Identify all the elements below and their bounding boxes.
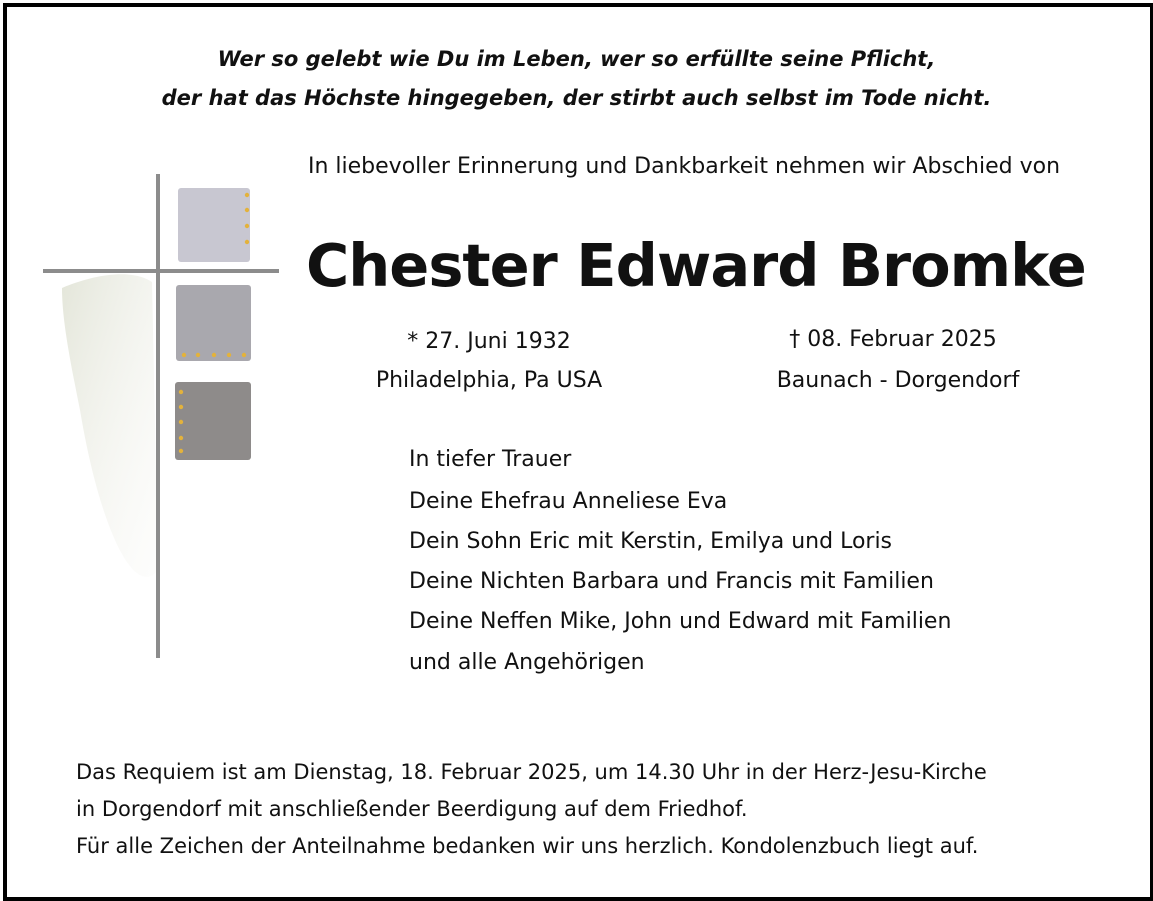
mourner-line: und alle Angehörigen [409, 650, 645, 675]
mourner-line: Deine Neffen Mike, John und Edward mit Familien [409, 609, 952, 634]
mourners-heading: In tiefer Trauer [409, 447, 572, 472]
footer-line-2: in Dorgendorf mit anschließender Beerdigung auf dem Friedhof. [76, 797, 748, 821]
footer-line-1: Das Requiem ist am Dienstag, 18. Februar 2025, um 14.30 Uhr in der Herz-Jesu-Kirche [76, 760, 987, 784]
death-date: † 08. Februar 2025 [789, 327, 997, 352]
birth-place: Philadelphia, Pa USA [375, 368, 603, 393]
footer-line-3: Für alle Zeichen der Anteilnahme bedanken wir uns herzlich. Kondolenzbuch liegt auf. [76, 834, 979, 858]
intro-text: In liebevoller Erinnerung und Dankbarkeit nehmen wir Abschied von [308, 154, 1061, 179]
deceased-name: Chester Edward Bromke [306, 231, 1086, 300]
mourner-line: Dein Sohn Eric mit Kerstin, Emilya und Loris [409, 529, 893, 554]
mourner-line: Deine Nichten Barbara und Francis mit Familien [409, 569, 934, 594]
death-place: Baunach - Dorgendorf [776, 368, 1020, 393]
mourner-line: Deine Ehefrau Anneliese Eva [409, 489, 728, 514]
verse-line-1: Wer so gelebt wie Du im Leben, wer so erfüllte seine Pflicht, [217, 47, 936, 71]
birth-date: * 27. Juni 1932 [407, 329, 571, 354]
cross-with-squares-icon [40, 170, 285, 665]
verse-line-2: der hat das Höchste hingegeben, der stirbt auch selbst im Tode nicht. [161, 86, 992, 110]
